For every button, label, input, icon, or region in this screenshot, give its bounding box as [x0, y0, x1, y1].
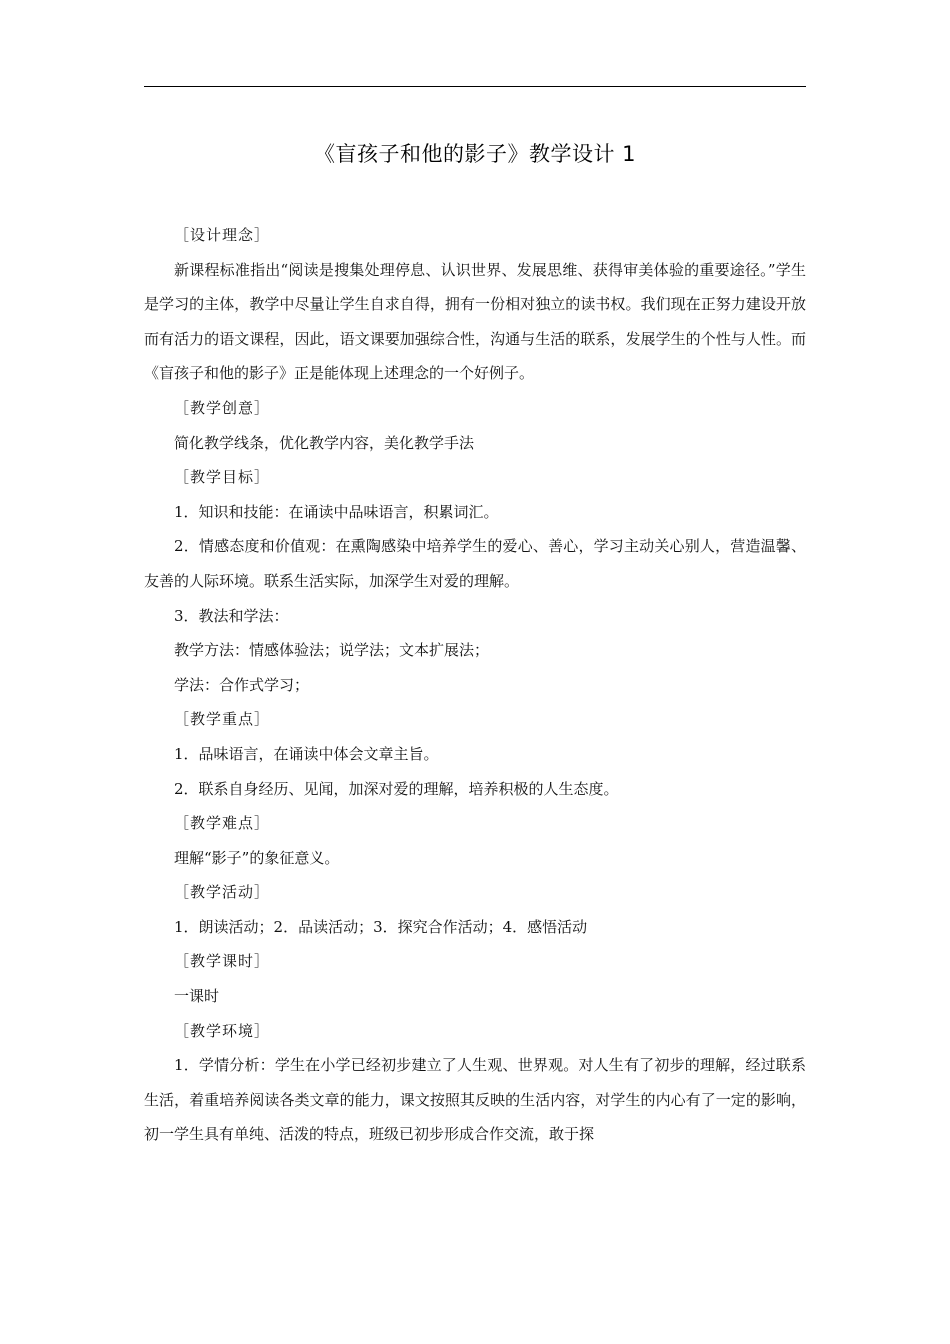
document-body: [144, 218, 806, 1152]
document-title: 《盲孩子和他的影子》教学设计 1: [313, 142, 637, 166]
section-heading-environment: ［教学环境］: [174, 1021, 271, 1040]
section-heading-concept: ［设计理念］: [174, 226, 271, 244]
section-heading-focus: ［教学重点］: [174, 710, 271, 729]
goal-item-1: 1．知识和技能：在诵读中品味语言，积累词汇。: [174, 502, 499, 521]
goal-item-3: 3．教法和学法：: [174, 606, 289, 625]
goal-item-2: 2．情感态度和价值观：在熏陶感染中培养学生的爱心、善心，学习主动关心别人，营造温馨、友善的人际环境。联系生活实际，加深学生对爱的理解。: [144, 537, 806, 590]
section-heading-creative: ［教学创意］: [174, 398, 271, 417]
activities-paragraph: 1．朗读活动；2．品读活动；3．探究合作活动；4．感悟活动: [174, 917, 588, 936]
creative-paragraph: 简化教学线条，优化教学内容，美化教学手法: [174, 433, 475, 452]
header-rule: [144, 86, 806, 87]
section-heading-activities: ［教学活动］: [174, 883, 271, 902]
period-paragraph: 一课时: [174, 987, 220, 1006]
focus-item-2: 2．联系自身经历、见闻，加深对爱的理解，培养积极的人生态度。: [174, 779, 619, 798]
difficulty-paragraph: 理解“影子”的象征意义。: [174, 848, 340, 867]
environment-item-1: 1．学情分析：学生在小学已经初步建立了人生观、世界观。对人生有了初步的理解，经过联系生活，着重培养阅读各类文章的能力，课文按照其反映的生活内容，对学生的内心有了一定的影响，初一学生具有单纯、活泼的特点，班级已初步形成合作交流，敢于探: [144, 1056, 806, 1144]
focus-item-1: 1．品味语言，在诵读中体会文章主旨。: [174, 744, 439, 763]
section-heading-difficulty: ［教学难点］: [174, 814, 271, 833]
goal-item-3-methods: 教学方法：情感体验法；说学法；文本扩展法；: [174, 641, 490, 660]
section-heading-period: ［教学课时］: [174, 952, 271, 971]
section-heading-goals: ［教学目标］: [174, 468, 271, 487]
concept-paragraph: 新课程标准指出“阅读是搜集处理停息、认识世界、发展思维、获得审美体验的重要途径。”学生是学习的主体，教学中尽量让学生自求自得，拥有一份相对独立的读书权。我们现在正努力建设开放而有活力的语文课程，因此，语文课要加强综合性，沟通与生活的联系，发展学生的个性与人性。而《盲孩子和他的影子》正是能体现上述理念的一个好例子。: [144, 260, 806, 383]
goal-item-3-learning: 学法：合作式学习；: [174, 675, 310, 694]
